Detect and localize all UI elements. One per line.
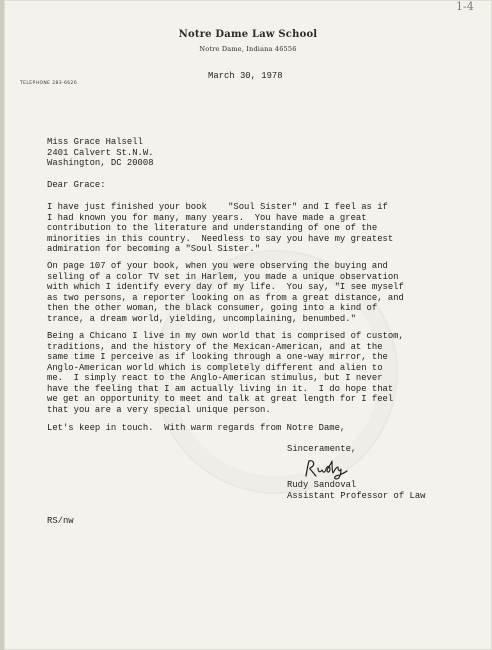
paragraph-line: as two persons, a reporter looking on as from a great distance, and: [47, 292, 404, 303]
paragraph-line: Anglo-American world which is completely different and alien to: [47, 362, 383, 373]
paragraph-3: [47, 331, 404, 415]
paragraph-line: admiration for becoming a "Soul Sister.": [47, 244, 261, 254]
paragraph-line: Being a Chicano I live in my own world that is comprised of custom,: [47, 331, 404, 341]
paragraph-line: same time I perceive as if looking through a one-way mirror, the: [47, 352, 388, 362]
recipient-street: 2401 Calvert St.N.W.: [47, 147, 154, 158]
letterhead-telephone: TELEPHONE 283-6626: [20, 81, 78, 86]
salutation: Dear Grace:: [47, 180, 106, 190]
paragraph-line: minorities in this country. Needless to say you have my greatest: [47, 233, 394, 244]
signer-title: Assistant Professor of Law: [287, 491, 426, 501]
letterhead-title: Notre Dame Law School: [178, 29, 318, 40]
paragraph-line: trance, a dream world, yielding, uncomplaining, benumbed.": [47, 313, 356, 324]
paragraph-line: with which I identify every day of my life. You say, "I see myself: [47, 282, 404, 292]
paragraph-line: I had known you for many, many years. You have made a great: [47, 212, 367, 223]
paragraph-line: me. I simply react to the Anglo-American stimulus, but I never: [47, 373, 383, 383]
paragraph-2: [47, 261, 404, 324]
page-number-annotation: 1-4: [456, 0, 474, 13]
paragraph-line: then the other woman, the black consumer, going into a kind of: [47, 303, 378, 313]
paragraph-line: we get an opportunity to meet and talk at great length for I feel: [47, 394, 394, 404]
valediction: Sinceramente,: [287, 444, 357, 454]
handwritten-signature: [303, 458, 349, 480]
signature-icon: [303, 458, 349, 480]
letterhead-address: Notre Dame, Indiana 46556: [199, 45, 297, 53]
paragraph-line: selling of a color TV set in Harlem, you made a unique observation: [47, 271, 399, 282]
recipient-city: Washington, DC 20008: [47, 158, 154, 168]
paragraph-line: traditions, and the history of the Mexican-American, and at the: [47, 341, 383, 352]
closing-line: Let's keep in touch. With warm regards from Notre Dame,: [47, 423, 346, 433]
letter-page: [4, 0, 492, 650]
paragraph-line: I have just finished your book "Soul Sister" and I feel as if: [47, 202, 388, 212]
recipient-name: Miss Grace Halsell: [47, 137, 143, 147]
paragraph-line: have the feeling that I am actually living in it. I do hope that: [47, 383, 394, 394]
signer-name: Rudy Sandoval: [287, 480, 357, 490]
paragraph-1: [47, 202, 393, 255]
paragraph-line: On page 107 of your book, when you were observing the buying and: [47, 261, 388, 271]
paragraph-line: that you are a very special unique person.: [47, 404, 271, 415]
recipient-block: [47, 137, 154, 169]
typist-initials: RS/nw: [47, 516, 74, 526]
paragraph-line: contribution to the literature and understanding of one of the: [47, 223, 378, 233]
letter-date: March 30, 1978: [208, 71, 283, 81]
